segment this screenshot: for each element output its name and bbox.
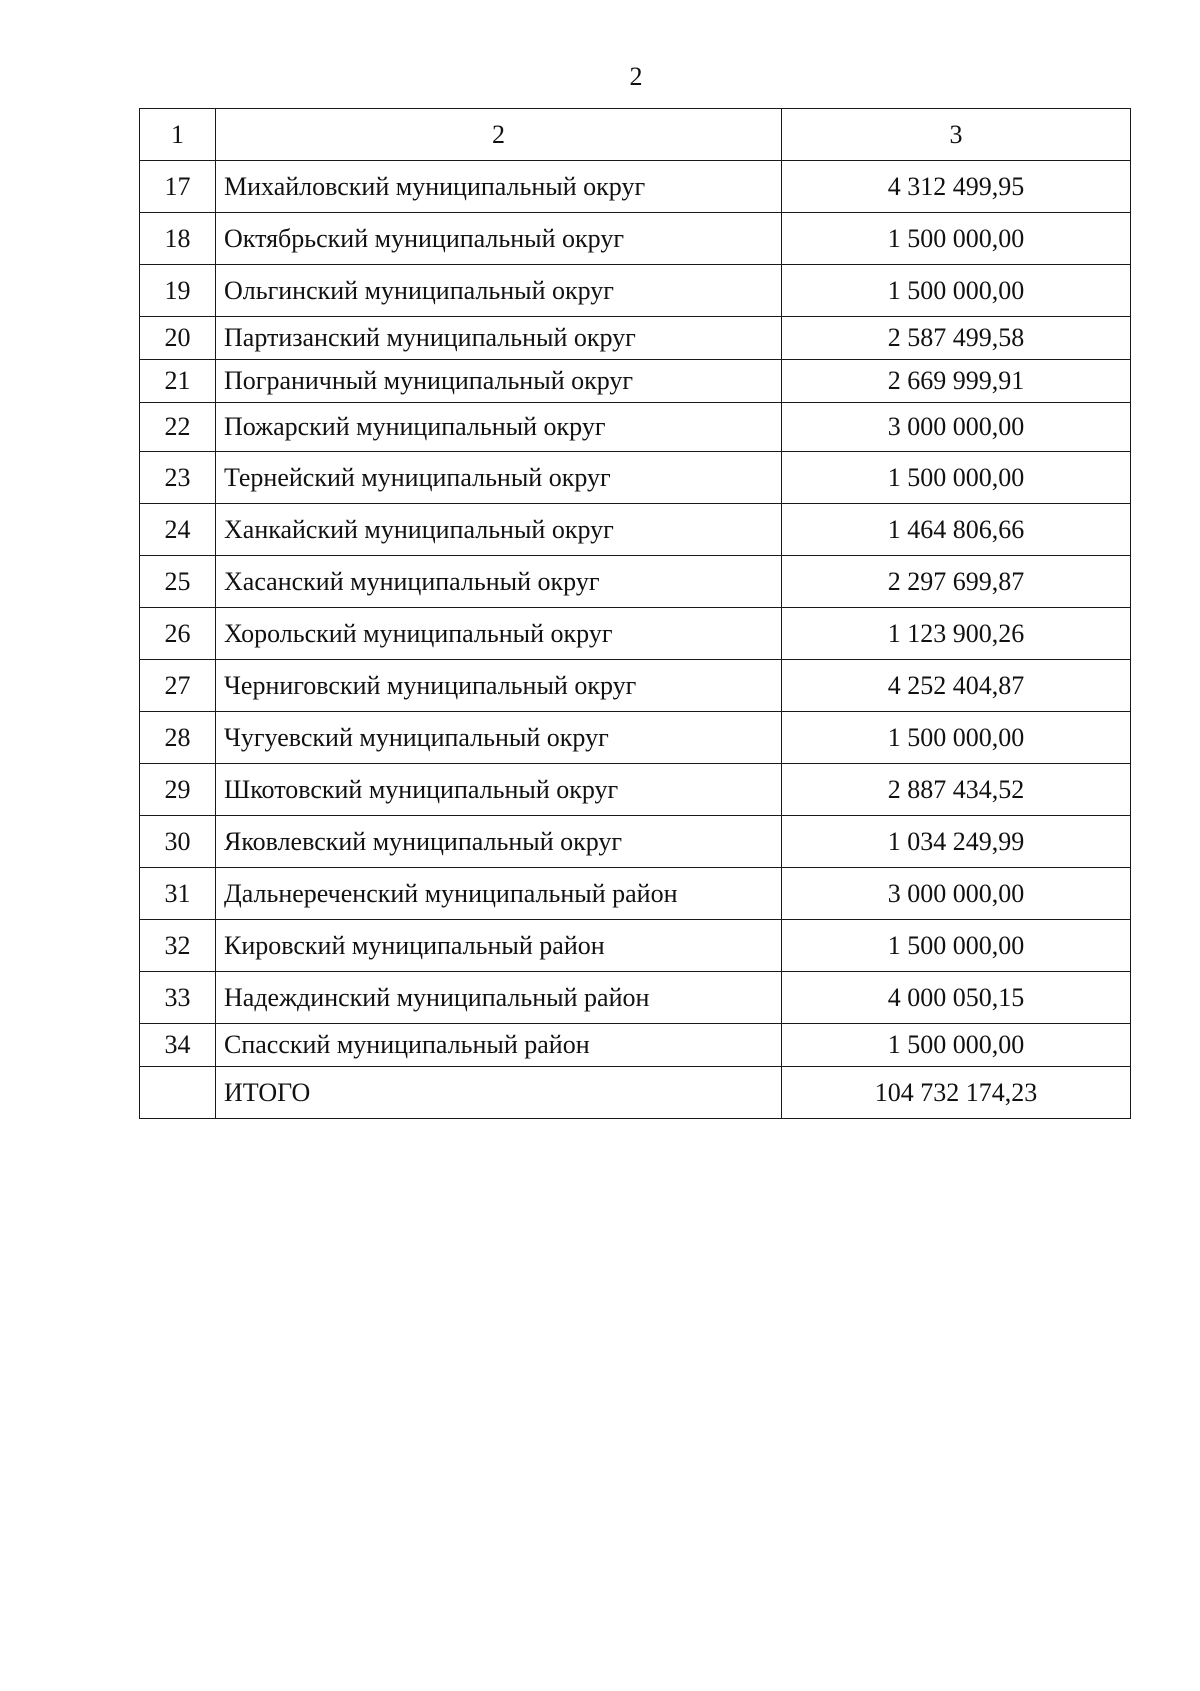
table-row [140, 972, 1131, 1024]
table-row [140, 816, 1131, 868]
page-number: 2 [629, 62, 643, 91]
table-row [140, 213, 1131, 265]
table-row [140, 608, 1131, 660]
total-label: ИТОГО [216, 1067, 782, 1119]
amount-value: 2 587 499,58 [782, 317, 1131, 360]
amount-value: 3 000 000,00 [782, 403, 1131, 452]
row-number: 33 [140, 972, 216, 1024]
table-row [140, 556, 1131, 608]
table-row [140, 712, 1131, 764]
row-number: 22 [140, 403, 216, 452]
table-row [140, 920, 1131, 972]
municipality-name: Ханкайский муниципальный округ [216, 504, 782, 556]
row-number: 29 [140, 764, 216, 816]
row-number: 20 [140, 317, 216, 360]
total-amount: 104 732 174,23 [782, 1067, 1131, 1119]
municipality-name: Дальнереченский муниципальный район [216, 868, 782, 920]
row-number: 30 [140, 816, 216, 868]
table-body [140, 109, 1131, 1119]
municipality-name: Октябрьский муниципальный округ [216, 213, 782, 265]
allocation-table [139, 108, 1131, 1119]
amount-value: 1 500 000,00 [782, 1024, 1131, 1067]
amount-value: 1 500 000,00 [782, 213, 1131, 265]
municipality-name: Черниговский муниципальный округ [216, 660, 782, 712]
row-number: 25 [140, 556, 216, 608]
table-row [140, 161, 1131, 213]
row-number: 26 [140, 608, 216, 660]
header-cell-name: 2 [216, 109, 782, 161]
municipality-name: Спасский муниципальный район [216, 1024, 782, 1067]
header-cell-amount: 3 [782, 109, 1131, 161]
municipality-name: Тернейский муниципальный округ [216, 452, 782, 504]
amount-value: 1 500 000,00 [782, 452, 1131, 504]
municipality-name: Ольгинский муниципальный округ [216, 265, 782, 317]
row-number: 17 [140, 161, 216, 213]
municipality-name: Яковлевский муниципальный округ [216, 816, 782, 868]
row-number: 19 [140, 265, 216, 317]
table-row [140, 452, 1131, 504]
row-number: 23 [140, 452, 216, 504]
amount-value: 1 500 000,00 [782, 920, 1131, 972]
row-number: 27 [140, 660, 216, 712]
row-number: 24 [140, 504, 216, 556]
amount-value: 4 252 404,87 [782, 660, 1131, 712]
municipality-name: Чугуевский муниципальный округ [216, 712, 782, 764]
header-cell-number: 1 [140, 109, 216, 161]
amount-value: 4 312 499,95 [782, 161, 1131, 213]
amount-value: 4 000 050,15 [782, 972, 1131, 1024]
table-row [140, 504, 1131, 556]
municipality-name: Михайловский муниципальный округ [216, 161, 782, 213]
table-row [140, 868, 1131, 920]
table-row [140, 660, 1131, 712]
amount-value: 1 034 249,99 [782, 816, 1131, 868]
table-row [140, 764, 1131, 816]
municipality-name: Надеждинский муниципальный район [216, 972, 782, 1024]
total-row [140, 1067, 1131, 1119]
total-number-cell [140, 1067, 216, 1119]
amount-value: 2 669 999,91 [782, 360, 1131, 403]
amount-value: 1 500 000,00 [782, 712, 1131, 764]
municipality-name: Хорольский муниципальный округ [216, 608, 782, 660]
amount-value: 1 464 806,66 [782, 504, 1131, 556]
row-number: 18 [140, 213, 216, 265]
row-number: 34 [140, 1024, 216, 1067]
table-row [140, 265, 1131, 317]
municipality-name: Пограничный муниципальный округ [216, 360, 782, 403]
table-row [140, 1024, 1131, 1067]
amount-value: 1 123 900,26 [782, 608, 1131, 660]
municipality-name: Кировский муниципальный район [216, 920, 782, 972]
amount-value: 2 887 434,52 [782, 764, 1131, 816]
row-number: 28 [140, 712, 216, 764]
municipality-name: Пожарский муниципальный округ [216, 403, 782, 452]
municipality-name: Шкотовский муниципальный округ [216, 764, 782, 816]
row-number: 31 [140, 868, 216, 920]
amount-value: 3 000 000,00 [782, 868, 1131, 920]
table-header-row [140, 109, 1131, 161]
row-number: 21 [140, 360, 216, 403]
municipality-name: Хасанский муниципальный округ [216, 556, 782, 608]
amount-value: 1 500 000,00 [782, 265, 1131, 317]
row-number: 32 [140, 920, 216, 972]
table-row [140, 360, 1131, 403]
table-row [140, 317, 1131, 360]
amount-value: 2 297 699,87 [782, 556, 1131, 608]
table-row [140, 403, 1131, 452]
municipality-name: Партизанский муниципальный округ [216, 317, 782, 360]
